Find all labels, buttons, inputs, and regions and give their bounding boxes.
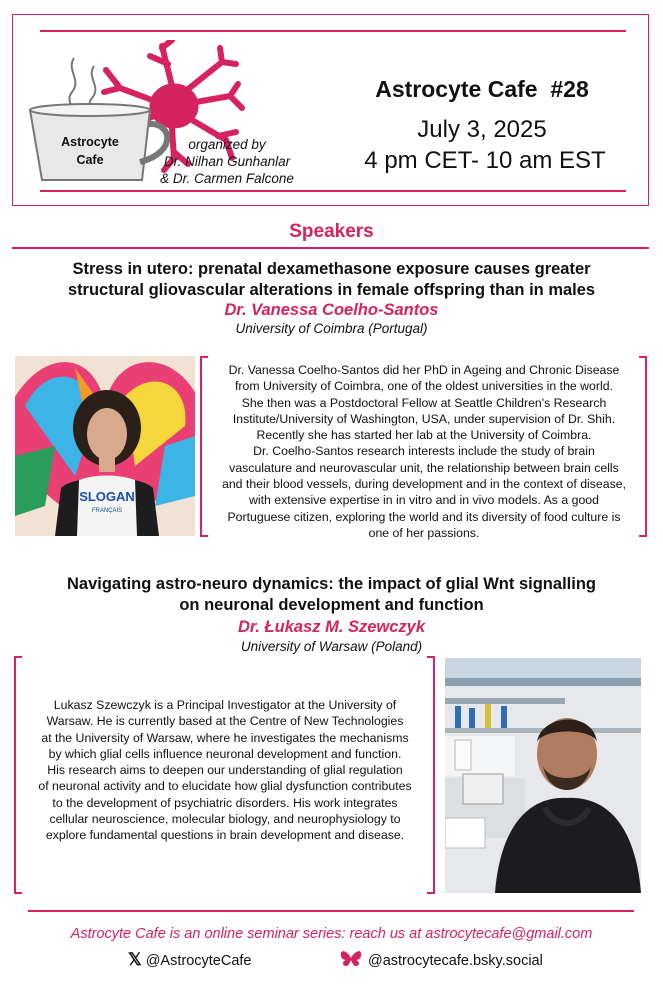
x-handle: @AstrocyteCafe — [145, 953, 252, 969]
talk-1-speaker: Dr. Vanessa Coelho-Santos — [224, 301, 439, 319]
organizers — [142, 136, 312, 187]
speaker-2-photo — [445, 658, 641, 893]
talk-1-title — [20, 259, 643, 301]
bio-1-bracket-right — [645, 356, 647, 537]
logo-text-line2: Cafe — [76, 153, 104, 167]
speakers-rule — [12, 247, 649, 249]
logo-text-line1: Astrocyte — [61, 135, 119, 149]
speaker-1-bio: Dr. Vanessa Coelho-Santos did her PhD in Ageing and Chronic Disease from University of Coimbra, one of the oldest universities in the world. She then was a Postdoctoral Fellow at Seattle Children's Research Institute/University of Washington, USA, under supervision of Dr. Shih. Recently she has started her lab at the University of Coimbra. Dr. Coelho-Santos research interests include the study of brain vasculature and neurovascular unit, the relationship between brain cells and their blood vessels, during development and in the context of disease, with extensive expertise in in vitro and in vivo models. As a good Portuguese citizen, exploring the world and its diversity of food culture is one of her passions. — [221, 363, 626, 540]
event-title: Astrocyte Cafe #28 — [375, 76, 589, 102]
x-social-link[interactable] — [128, 950, 252, 970]
bio-1-bracket-left — [200, 356, 202, 537]
header-bottom-rule — [40, 190, 626, 192]
talk-2-title-line1: Navigating astro-neuro dynamics: the impact of glial Wnt signalling — [67, 575, 596, 593]
event-date: July 3, 2025 — [417, 116, 547, 143]
bluesky-social-link[interactable] — [340, 950, 543, 969]
talk-2-affiliation: University of Warsaw (Poland) — [240, 639, 423, 654]
talk-1-title-line2: structural gliovascular alterations in female offspring than in males — [67, 281, 596, 299]
speaker-1-photo — [15, 356, 195, 536]
event-time: 4 pm CET- 10 am EST — [364, 147, 606, 174]
organizer-1: Dr. Nilhan Gunhanlar — [163, 154, 291, 169]
talk-2-title — [20, 574, 643, 616]
talk-2-title-line2: on neuronal development and function — [179, 596, 484, 614]
talk-1-title-line1: Stress in utero: prenatal dexamethasone exposure causes greater — [72, 260, 591, 278]
bluesky-butterfly-icon — [340, 950, 362, 968]
bsky-handle: @astrocytecafe.bsky.social — [368, 953, 543, 969]
footer-text: Astrocyte Cafe is an online seminar series: reach us at astrocytecafe@gmail.com — [70, 926, 593, 942]
bio-2-bracket-right — [433, 656, 435, 894]
x-logo-icon: 𝕏 — [128, 950, 142, 969]
shirt-text: SLOGAN — [79, 489, 135, 504]
organized-by-label: organized by — [188, 137, 266, 152]
header-top-rule — [40, 30, 626, 32]
bio-2-bracket-left — [14, 656, 16, 894]
shirt-subtext: FRANÇAIS — [91, 508, 123, 514]
footer-rule — [28, 910, 634, 912]
speakers-heading: Speakers — [289, 221, 374, 242]
speaker-2-bio: Lukasz Szewczyk is a Principal Investigator at the University of Warsaw. He is currently based at the Centre of New Technologies at the University of Warsaw, where he investigates the mechanisms by which glial cells influence neuronal development and function. His research aims to deepen our understanding of glial regulation of neuronal activity and to elucidate how glial dysfunction contributes to the development of psychiatric disorders. His work integrates cellular neuroscience, molecular biology, and neurophysiology to explore fundamental questions in brain development and disease. — [38, 698, 412, 843]
talk-1-affiliation: University of Coimbra (Portugal) — [235, 321, 428, 336]
talk-2-speaker: Dr. Łukasz M. Szewczyk — [237, 618, 426, 636]
organizer-2: & Dr. Carmen Falcone — [160, 171, 294, 186]
